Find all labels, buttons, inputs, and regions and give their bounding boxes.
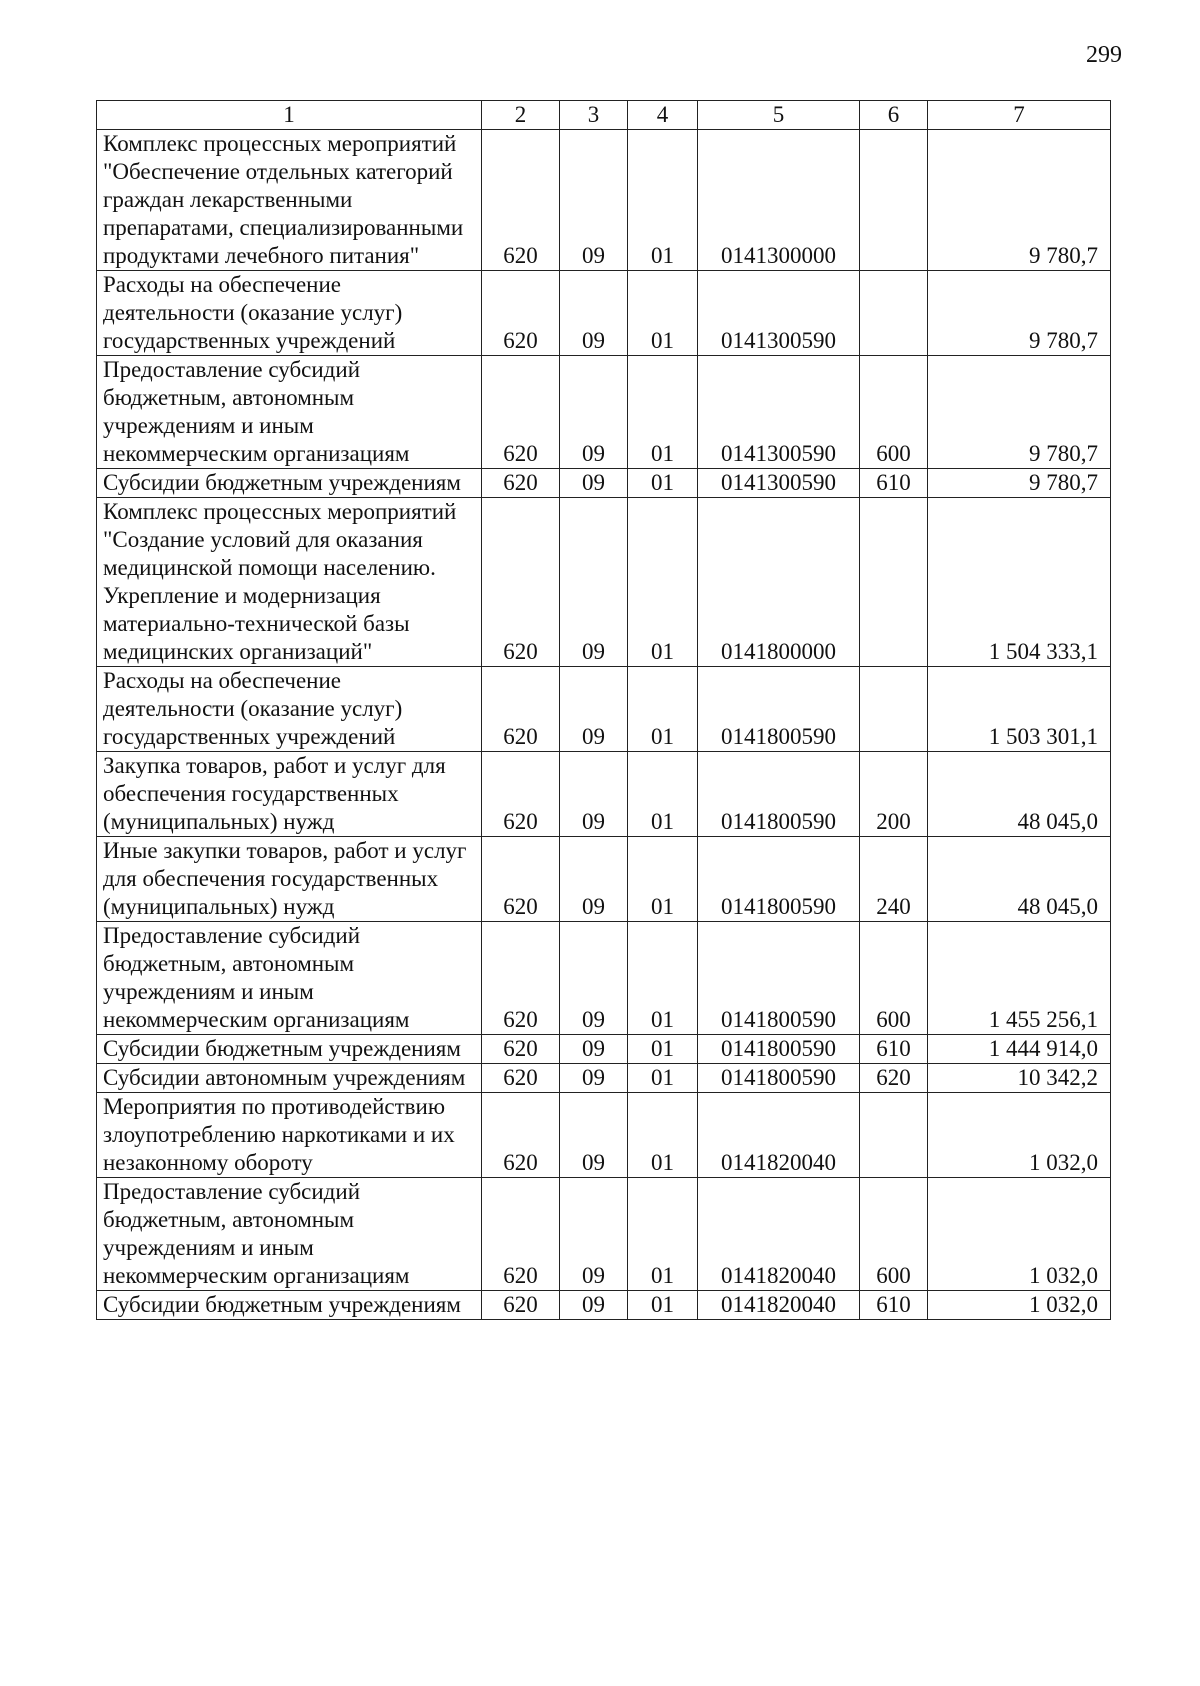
table-header-row [97,101,1111,130]
target-article-cell: 0141300590 [698,356,860,469]
amount-cell: 1 444 914,0 [928,1035,1111,1064]
subsection-cell: 01 [628,1291,698,1320]
table-row [97,356,1111,469]
subsection-cell: 01 [628,837,698,922]
column-header: 3 [560,101,628,130]
table-row [97,498,1111,667]
amount-cell: 48 045,0 [928,752,1111,837]
column-header: 4 [628,101,698,130]
amount-cell: 1 455 256,1 [928,922,1111,1035]
amount-cell: 1 504 333,1 [928,498,1111,667]
budget-table [96,100,1111,1320]
admin-code-cell: 620 [482,498,560,667]
subsection-cell: 01 [628,1178,698,1291]
expense-type-cell: 600 [860,922,928,1035]
admin-code-cell: 620 [482,271,560,356]
item-name-cell: Мероприятия по противодействию злоупотреблению наркотиками и их незаконному обороту [97,1093,482,1178]
amount-cell: 9 780,7 [928,356,1111,469]
amount-cell: 48 045,0 [928,837,1111,922]
target-article-cell: 0141800590 [698,752,860,837]
target-article-cell: 0141300590 [698,469,860,498]
admin-code-cell: 620 [482,1291,560,1320]
section-cell: 09 [560,1064,628,1093]
target-article-cell: 0141800590 [698,837,860,922]
table-row [97,1035,1111,1064]
expense-type-cell: 200 [860,752,928,837]
expense-type-cell: 600 [860,356,928,469]
table-row [97,271,1111,356]
table-body [97,130,1111,1320]
table-row [97,922,1111,1035]
section-cell: 09 [560,356,628,469]
section-cell: 09 [560,1035,628,1064]
subsection-cell: 01 [628,469,698,498]
expense-type-cell [860,271,928,356]
item-name-cell: Предоставление субсидий бюджетным, автономным учреждениям и иным некоммерческим организациям [97,1178,482,1291]
page-number: 299 [1086,42,1122,68]
item-name-cell: Закупка товаров, работ и услуг для обеспечения государственных (муниципальных) нужд [97,752,482,837]
table-row [97,1064,1111,1093]
amount-cell: 1 503 301,1 [928,667,1111,752]
admin-code-cell: 620 [482,469,560,498]
section-cell: 09 [560,271,628,356]
admin-code-cell: 620 [482,1093,560,1178]
expense-type-cell: 610 [860,469,928,498]
target-article-cell: 0141300000 [698,130,860,271]
table-row [97,469,1111,498]
subsection-cell: 01 [628,1093,698,1178]
column-header: 2 [482,101,560,130]
admin-code-cell: 620 [482,1178,560,1291]
subsection-cell: 01 [628,130,698,271]
target-article-cell: 0141800590 [698,922,860,1035]
table-row [97,837,1111,922]
admin-code-cell: 620 [482,1064,560,1093]
admin-code-cell: 620 [482,667,560,752]
expense-type-cell: 240 [860,837,928,922]
amount-cell: 10 342,2 [928,1064,1111,1093]
admin-code-cell: 620 [482,356,560,469]
table-row [97,1291,1111,1320]
subsection-cell: 01 [628,498,698,667]
section-cell: 09 [560,752,628,837]
amount-cell: 9 780,7 [928,469,1111,498]
subsection-cell: 01 [628,1064,698,1093]
expense-type-cell [860,1093,928,1178]
section-cell: 09 [560,667,628,752]
section-cell: 09 [560,1178,628,1291]
expense-type-cell [860,130,928,271]
admin-code-cell: 620 [482,752,560,837]
item-name-cell: Иные закупки товаров, работ и услуг для обеспечения государственных (муниципальных) нужд [97,837,482,922]
subsection-cell: 01 [628,271,698,356]
item-name-cell: Расходы на обеспечение деятельности (оказание услуг) государственных учреждений [97,271,482,356]
target-article-cell: 0141800000 [698,498,860,667]
item-name-cell: Субсидии бюджетным учреждениям [97,1035,482,1064]
subsection-cell: 01 [628,356,698,469]
item-name-cell: Субсидии бюджетным учреждениям [97,1291,482,1320]
item-name-cell: Комплекс процессных мероприятий "Создание условий для оказания медицинской помощи населению. Укрепление и модернизация материально-технической базы медицинских организаций" [97,498,482,667]
item-name-cell: Субсидии автономным учреждениям [97,1064,482,1093]
expense-type-cell [860,667,928,752]
section-cell: 09 [560,130,628,271]
admin-code-cell: 620 [482,837,560,922]
target-article-cell: 0141300590 [698,271,860,356]
item-name-cell: Субсидии бюджетным учреждениям [97,469,482,498]
item-name-cell: Комплекс процессных мероприятий "Обеспечение отдельных категорий граждан лекарственными препаратами, специализированными продуктами лечебного питания" [97,130,482,271]
amount-cell: 1 032,0 [928,1178,1111,1291]
expense-type-cell: 610 [860,1035,928,1064]
target-article-cell: 0141800590 [698,1035,860,1064]
table-row [97,752,1111,837]
section-cell: 09 [560,837,628,922]
section-cell: 09 [560,1291,628,1320]
amount-cell: 9 780,7 [928,130,1111,271]
section-cell: 09 [560,498,628,667]
subsection-cell: 01 [628,1035,698,1064]
admin-code-cell: 620 [482,1035,560,1064]
section-cell: 09 [560,469,628,498]
subsection-cell: 01 [628,922,698,1035]
section-cell: 09 [560,922,628,1035]
item-name-cell: Расходы на обеспечение деятельности (оказание услуг) государственных учреждений [97,667,482,752]
table-row [97,130,1111,271]
target-article-cell: 0141820040 [698,1291,860,1320]
column-header: 6 [860,101,928,130]
item-name-cell: Предоставление субсидий бюджетным, автономным учреждениям и иным некоммерческим организациям [97,356,482,469]
table-row [97,1093,1111,1178]
table-row [97,667,1111,752]
target-article-cell: 0141800590 [698,1064,860,1093]
expense-type-cell [860,498,928,667]
column-header: 5 [698,101,860,130]
target-article-cell: 0141820040 [698,1093,860,1178]
expense-type-cell: 600 [860,1178,928,1291]
column-header: 7 [928,101,1111,130]
amount-cell: 1 032,0 [928,1093,1111,1178]
subsection-cell: 01 [628,667,698,752]
amount-cell: 9 780,7 [928,271,1111,356]
item-name-cell: Предоставление субсидий бюджетным, автономным учреждениям и иным некоммерческим организациям [97,922,482,1035]
section-cell: 09 [560,1093,628,1178]
admin-code-cell: 620 [482,922,560,1035]
target-article-cell: 0141800590 [698,667,860,752]
subsection-cell: 01 [628,752,698,837]
target-article-cell: 0141820040 [698,1178,860,1291]
expense-type-cell: 620 [860,1064,928,1093]
admin-code-cell: 620 [482,130,560,271]
table-row [97,1178,1111,1291]
expense-type-cell: 610 [860,1291,928,1320]
column-header: 1 [97,101,482,130]
amount-cell: 1 032,0 [928,1291,1111,1320]
